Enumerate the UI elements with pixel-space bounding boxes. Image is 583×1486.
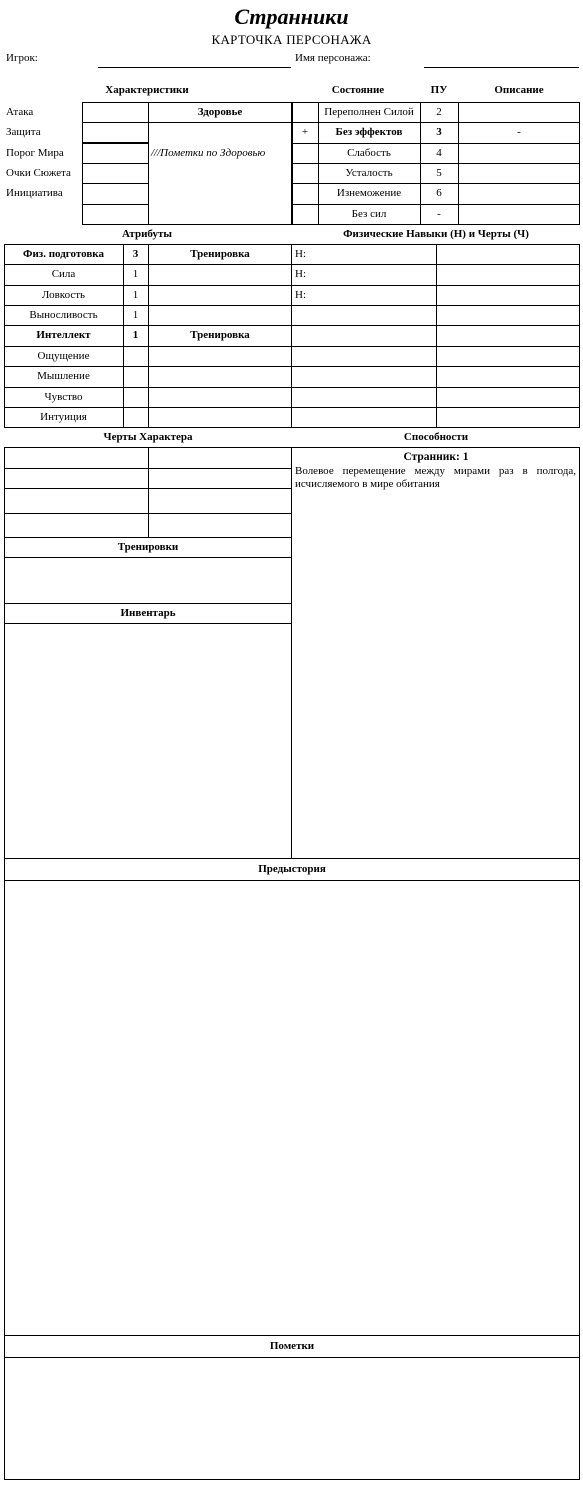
characteristic-world-threshold: Порог Мира xyxy=(6,147,64,159)
attribute-endurance: Выносливость xyxy=(29,309,98,321)
attribute-physical: Физ. подготовка xyxy=(23,248,104,260)
attribute-intellect: Интеллект xyxy=(36,329,91,341)
state-pu-0: 2 xyxy=(436,106,442,118)
characteristic-story-points: Очки Сюжета xyxy=(6,167,71,179)
notes-heading: Пометки xyxy=(269,1340,315,1352)
state-heading: Состояние xyxy=(331,84,385,96)
backstory-heading: Предыстория xyxy=(258,863,326,875)
attribute-strength-value[interactable]: 1 xyxy=(132,268,139,280)
attribute-intellect-value[interactable]: 1 xyxy=(132,329,139,341)
state-pu-2: 4 xyxy=(436,147,442,159)
skill-row-2[interactable]: Н: xyxy=(295,289,306,301)
attribute-endurance-value[interactable]: 1 xyxy=(132,309,139,321)
attribute-strength: Сила xyxy=(51,268,76,280)
attribute-sensation: Ощущение xyxy=(37,350,90,362)
skill-row-1[interactable]: Н: xyxy=(295,268,306,280)
skill-row-0[interactable]: Н: xyxy=(295,248,306,260)
state-desc-1[interactable]: - xyxy=(517,126,521,138)
attributes-heading: Атрибуты xyxy=(122,228,172,240)
trainings-heading: Тренировки xyxy=(117,541,179,553)
state-pu-1: 3 xyxy=(436,126,442,138)
notes-area[interactable] xyxy=(4,1357,580,1480)
characteristics-heading: Характеристики xyxy=(105,84,189,96)
state-name-3: Усталость xyxy=(345,167,393,179)
characteristic-initiative: Инициатива xyxy=(6,187,63,199)
trainings-area[interactable] xyxy=(4,557,292,604)
attack-value[interactable] xyxy=(82,122,149,143)
state-name-2: Слабость xyxy=(347,147,391,159)
health-label: Здоровье xyxy=(197,106,243,118)
state-pu-4: 6 xyxy=(436,187,442,199)
state-mark-1[interactable]: + xyxy=(301,126,309,138)
attribute-physical-value[interactable]: 3 xyxy=(132,248,139,260)
state-pu-5: - xyxy=(437,208,441,220)
characteristic-defense: Защита xyxy=(6,126,41,138)
state-name-5: Без сил xyxy=(351,208,387,220)
attribute-agility: Ловкость xyxy=(41,289,86,301)
attribute-feeling: Чувство xyxy=(44,391,83,403)
state-name-1: Без эффектов xyxy=(335,126,403,138)
player-field[interactable] xyxy=(98,67,291,68)
character-name-field[interactable] xyxy=(424,67,579,68)
pu-heading: ПУ xyxy=(430,84,448,96)
character-name-label: Имя персонажа: xyxy=(295,52,371,64)
attribute-thinking: Мышление xyxy=(37,370,90,382)
traits-heading: Черты Характера xyxy=(103,431,193,443)
state-name-4: Изнеможение xyxy=(336,187,402,199)
attribute-physical-training: Тренировка xyxy=(190,248,250,260)
state-name-0: Переполнен Силой xyxy=(324,106,414,118)
skills-heading: Физические Навыки (Н) и Черты (Ч) xyxy=(343,228,529,240)
attribute-agility-value[interactable]: 1 xyxy=(132,289,139,301)
ability-title: Странник: 1 xyxy=(403,451,469,463)
inventory-area[interactable] xyxy=(4,623,292,859)
attribute-intuition: Интуиция xyxy=(40,411,87,423)
description-heading: Описание xyxy=(494,84,544,96)
inventory-heading: Инвентарь xyxy=(120,607,176,619)
characteristic-attack: Атака xyxy=(6,106,34,118)
health-notes[interactable]: ///Пометки по Здоровью xyxy=(151,147,266,159)
abilities-heading: Способности xyxy=(403,431,469,443)
attribute-intellect-training: Тренировка xyxy=(190,329,250,341)
backstory-area[interactable] xyxy=(4,880,580,1336)
player-label: Игрок: xyxy=(6,52,38,64)
state-pu-3: 5 xyxy=(436,167,442,179)
sheet-subtitle: КАРТОЧКА ПЕРСОНАЖА xyxy=(211,32,372,47)
abilities-area[interactable] xyxy=(291,447,580,859)
sheet-title: Странники xyxy=(234,4,349,29)
ability-description: Волевое перемещение между мирами раз в полгода, исчисляемого в мире обитания xyxy=(295,465,576,490)
